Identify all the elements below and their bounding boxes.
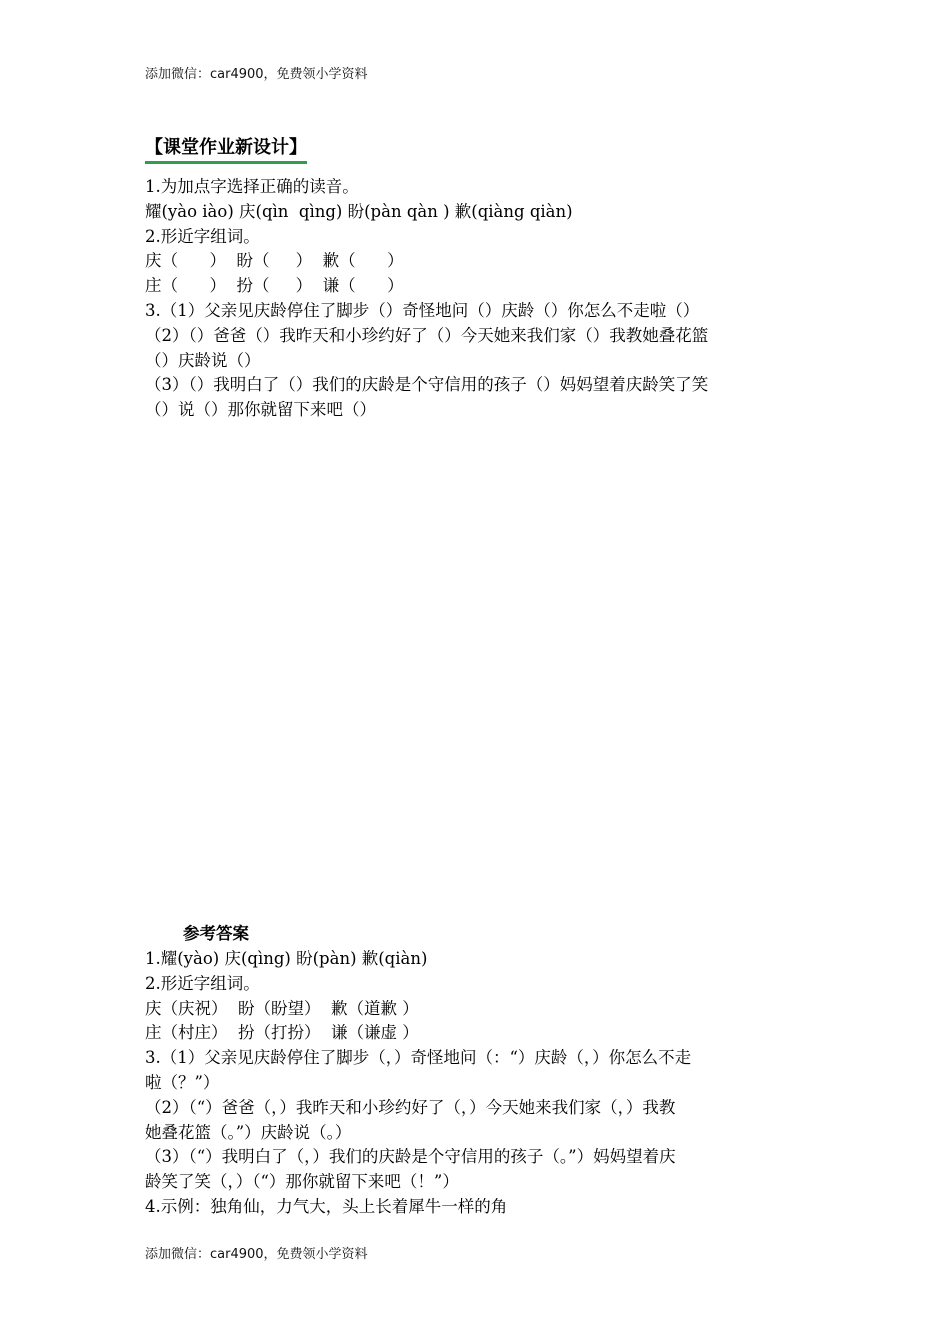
answer-line: 1.耀(yào) 庆(qìng) 盼(pàn) 歉(qiàn) — [145, 949, 428, 968]
question-line: 3.（1）父亲见庆龄停住了脚步（）奇怪地问（）庆龄（）你怎么不走啦（） — [145, 300, 700, 320]
answer-line: （2）（“）爸爸（，）我昨天和小珍约好了（，）今天她来我们家（，）我教 — [145, 1097, 676, 1117]
question-line: 庄（ ） 扮（ ） 谦（ ） — [145, 276, 404, 296]
answers-title: 参考答案 — [183, 924, 249, 943]
answer-line: （3）（“）我明白了（，）我们的庆龄是个守信用的孩子（。”）妈妈望着庆 — [145, 1147, 676, 1167]
footer-note: 添加微信：car4900，免费领小学资料 — [145, 1247, 368, 1262]
answer-line: 啦（？”） — [145, 1072, 220, 1092]
question-line: 2.形近字组词。 — [145, 226, 260, 246]
question-line: （）说（）那你就留下来吧（） — [145, 400, 376, 420]
answer-line: 庄（村庄） 扮（打扮） 谦（谦虚 ） — [145, 1023, 419, 1043]
answer-line: 3.（1）父亲见庆龄停住了脚步（，）奇怪地问（：“）庆龄（，）你怎么不走 — [145, 1048, 692, 1068]
answers-block — [145, 947, 810, 1220]
answer-line: 她叠花篮（。”）庆龄说（。） — [145, 1122, 352, 1142]
question-line: （3）（）我明白了（）我们的庆龄是个守信用的孩子（）妈妈望着庆龄笑了笑 — [145, 375, 709, 395]
answer-line: 庆（庆祝） 盼（盼望） 歉（道歉 ） — [145, 998, 419, 1018]
exercise-block — [145, 175, 810, 423]
answer-line: 2.形近字组词。 — [145, 973, 260, 993]
question-line: （）庆龄说（） — [145, 350, 261, 370]
question-line: 耀(yào iào) 庆(qìn qìng) 盼(pàn qàn ) 歉(qiàng qiàn) — [145, 201, 573, 221]
answer-line: 4.示例：独角仙，力气大，头上长着犀牛一样的角 — [145, 1196, 508, 1216]
answer-line: 龄笑了笑（，）（“）那你就留下来吧（！”） — [145, 1172, 459, 1192]
header-note: 添加微信：car4900，免费领小学资料 — [145, 67, 368, 82]
question-line: 1.为加点字选择正确的读音。 — [145, 177, 359, 196]
section-title: 【课堂作业新设计】 — [145, 136, 307, 164]
question-line: 庆（ ） 盼（ ） 歉（ ） — [145, 251, 404, 271]
question-line: （2）（）爸爸（）我昨天和小珍约好了（）今天她来我们家（）我教她叠花篮 — [145, 325, 709, 345]
